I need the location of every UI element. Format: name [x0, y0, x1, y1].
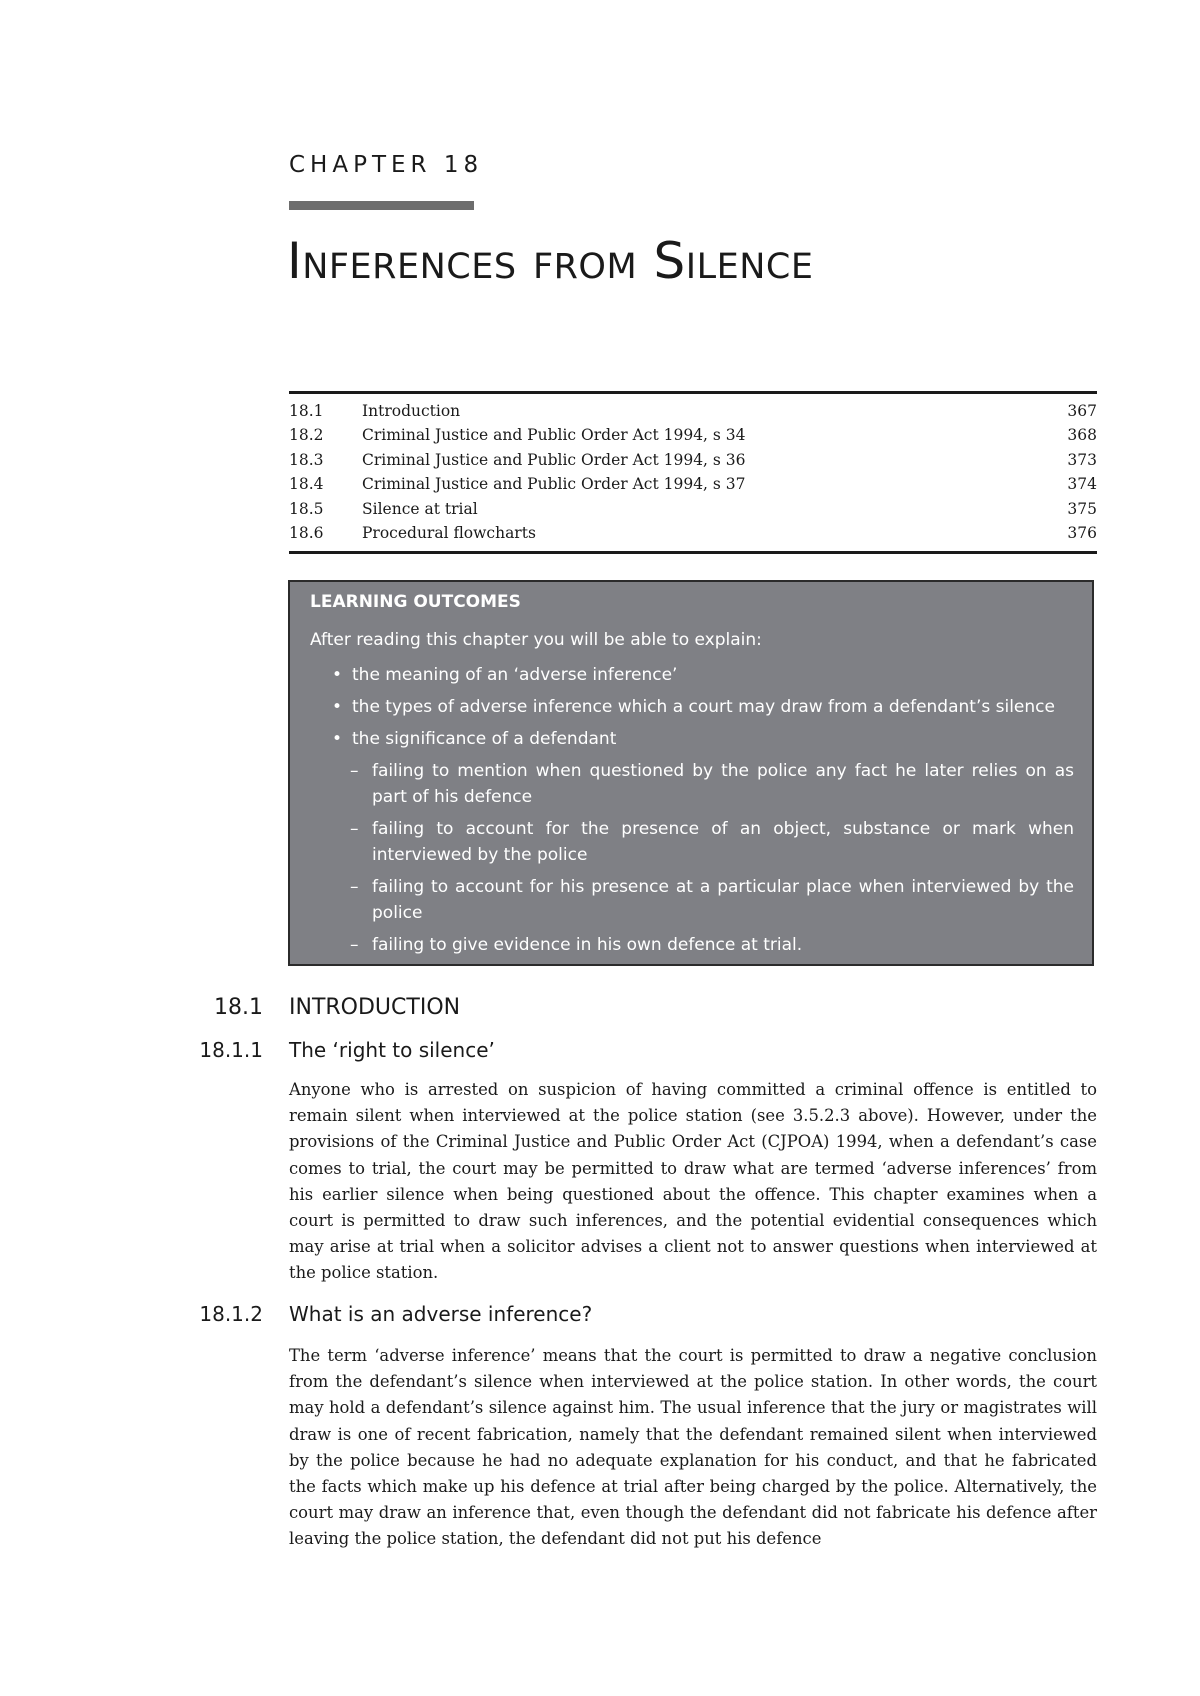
dash-icon: –: [350, 935, 359, 955]
toc-row: [289, 497, 1097, 521]
chapter-title: Inferences from Silence: [287, 232, 814, 290]
toc-bottom-rule: [289, 551, 1097, 554]
list-item: [310, 726, 1074, 752]
list-item: [310, 816, 1074, 868]
bullet-icon: •: [332, 665, 343, 685]
toc-number: 18.6: [289, 523, 324, 542]
toc-number: 18.3: [289, 450, 324, 469]
section-title: The ‘right to silence’: [289, 1038, 495, 1062]
toc-top-rule: [289, 391, 1097, 394]
outcome-subtext: failing to account for his presence at a particular place when interviewed by the police: [372, 877, 1074, 923]
outcome-subtext: failing to account for the presence of an object, substance or mark when interviewed by the police: [372, 819, 1074, 865]
bullet-icon: •: [332, 697, 343, 717]
toc-page: 367: [1067, 402, 1097, 420]
toc-row: [289, 521, 1097, 545]
chapter-label: CHAPTER 18: [289, 152, 484, 178]
toc-page: 368: [1067, 426, 1097, 445]
toc-entry-title: Procedural flowcharts: [362, 523, 536, 542]
outcome-text: the significance of a defendant: [352, 729, 617, 749]
toc-row: [289, 472, 1097, 496]
learning-outcomes-heading: LEARNING OUTCOMES: [310, 592, 521, 612]
dash-icon: –: [350, 819, 359, 839]
list-item: [310, 758, 1074, 810]
toc-list: [289, 399, 1097, 545]
toc-entry-title: Criminal Justice and Public Order Act 1994, s 36: [362, 450, 746, 469]
toc-page: 374: [1067, 475, 1097, 494]
chapter-bar: [289, 201, 474, 210]
body-paragraph: Anyone who is arrested on suspicion of having committed a criminal offence is entitled to remain silent when interviewed at the police station (see 3.5.2.3 above). However, under the provisions of the Criminal Justice and Public Order Act (CJPOA) 1994, when a defendant’s case comes to trial, the court may be permitted to draw what are termed ‘adverse inferences’ from his earlier silence when being questioned about the offence. This chapter examines when a court is permitted to draw such inferences, and the potential evidential consequences which may arise at trial when a solicitor advises a client not to answer questions when interviewed at the police station.: [289, 1080, 1097, 1283]
learning-outcomes-list: [310, 662, 1074, 964]
outcome-subtext: failing to mention when questioned by the police any fact he later relies on as part of his defence: [372, 761, 1074, 807]
section-title: What is an adverse inference?: [289, 1302, 593, 1326]
toc-page: 373: [1067, 450, 1097, 469]
section-number: 18.1.2: [199, 1302, 263, 1326]
outcome-text: the meaning of an ‘adverse inference’: [352, 665, 678, 685]
section-number: 18.1: [214, 995, 263, 1020]
dash-icon: –: [350, 761, 359, 781]
toc-number: 18.4: [289, 475, 324, 494]
toc-number: 18.2: [289, 426, 324, 445]
list-item: [310, 932, 1074, 958]
toc-entry-title: Criminal Justice and Public Order Act 1994, s 37: [362, 475, 746, 494]
section-heading-18-1: [0, 995, 1200, 1025]
toc-row: [289, 399, 1097, 423]
list-item: [310, 694, 1074, 720]
outcome-subtext: failing to give evidence in his own defence at trial.: [372, 935, 803, 955]
toc-row: [289, 448, 1097, 472]
section-heading-18-1-2: [0, 1302, 1200, 1330]
learning-outcomes-intro: After reading this chapter you will be able to explain:: [310, 630, 762, 650]
list-item: [310, 874, 1074, 926]
toc-page: 375: [1067, 499, 1097, 518]
toc-page: 376: [1067, 523, 1097, 542]
toc-row: [289, 423, 1097, 447]
toc-entry-title: Criminal Justice and Public Order Act 1994, s 34: [362, 426, 746, 445]
learning-outcomes-box: [288, 580, 1094, 966]
body-paragraph: The term ‘adverse inference’ means that the court is permitted to draw a negative conclusion from the defendant’s silence when interviewed at the police station. In other words, the court may hold a defendant’s silence against him. The usual inference that the jury or magistrates will draw is one of recent fabrication, namely that the defendant remained silent when interviewed by the police because he had no adequate explanation for his conduct, and that he fabricated the facts which make up his defence at trial after being charged by the police. Alternatively, the court may draw an inference that, even though the defendant did not fabricate his defence after leaving the police station, the defendant did not put his defence: [289, 1346, 1097, 1549]
toc-entry-title: Silence at trial: [362, 499, 478, 518]
section-heading-18-1-1: [0, 1038, 1200, 1066]
list-item: [310, 662, 1074, 688]
section-number: 18.1.1: [199, 1038, 263, 1062]
outcome-text: the types of adverse inference which a court may draw from a defendant’s silence: [352, 697, 1055, 717]
toc-number: 18.5: [289, 499, 324, 518]
toc-entry-title: Introduction: [362, 402, 461, 420]
toc-number: 18.1: [289, 402, 324, 420]
section-title: INTRODUCTION: [289, 995, 461, 1020]
dash-icon: –: [350, 877, 359, 897]
bullet-icon: •: [332, 729, 343, 749]
